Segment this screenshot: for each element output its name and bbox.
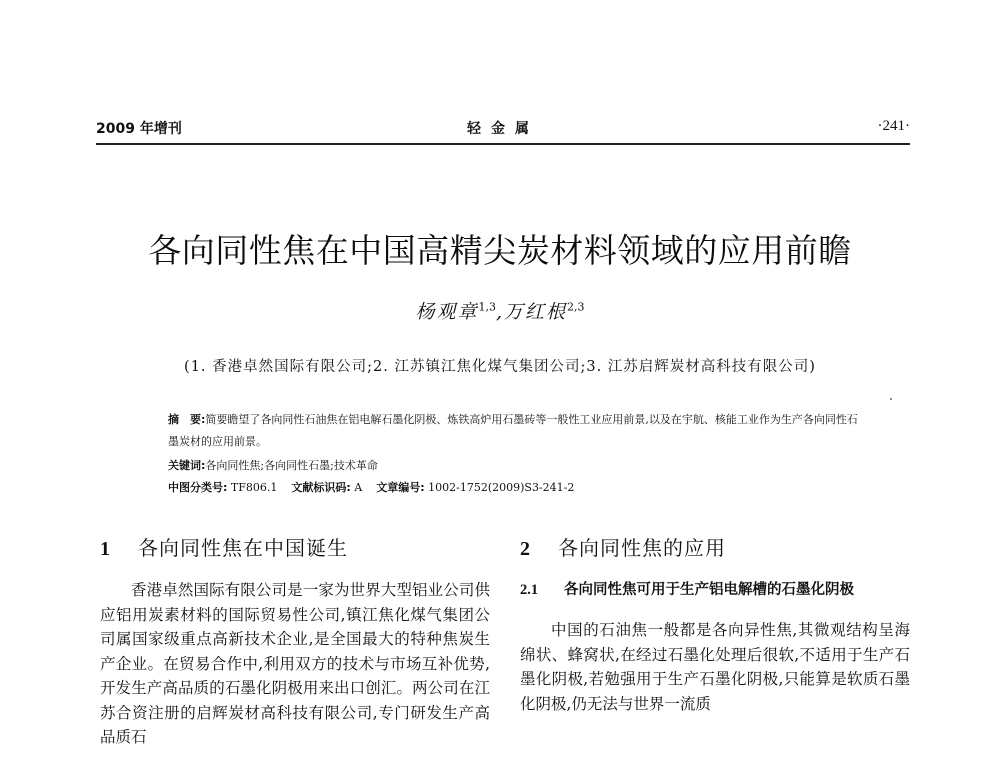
author-affil-ref: 2,3 [567, 300, 585, 314]
keywords-label: 关键词: [168, 459, 206, 472]
clc-label: 中图分类号: [168, 481, 228, 494]
article-no-value: 1002-1752(2009)S3-241-2 [428, 481, 575, 494]
journal-name: 轻金属 [467, 121, 539, 137]
body-paragraph: 中国的石油焦一般都是各向异性焦,其微观结构呈海绵状、蜂窝状,在经过石墨化处理后很软,不适用于生产石墨化阴极,若勉强用于生产石墨化阴极,只能算是软质石墨化阴极,仍无法与世界一流质 [520, 621, 910, 713]
affiliations: (1. 香港卓然国际有限公司;2. 江苏镇江焦化煤气集团公司;3. 江苏启辉炭材高科技有限公司) [184, 359, 816, 375]
page-number: ·241· [877, 118, 910, 134]
section-title: 各向同性焦在中国诞生 [138, 536, 348, 560]
abstract-label: 摘 要: [168, 413, 206, 426]
keywords-text: 各向同性焦;各向同性石墨;技术革命 [205, 459, 378, 472]
left-column [100, 532, 490, 750]
body-paragraph: 香港卓然国际有限公司是一家为世界大型铝业公司供应铝用炭素材料的国际贸易性公司,镇江焦化煤气集团公司属国家级重点高新技术企业,是全国最大的特种焦炭生产企业。在贸易合作中,利用双方的技术与市场互补优势,开发生产高品质的石墨化阴极用来出口创汇。两公司在江苏合资注册的启辉炭材高科技有限公司,专门研发生产高品质石 [100, 581, 490, 746]
section-heading [100, 532, 490, 564]
clc-value: TF806.1 [230, 481, 278, 494]
author-affil-ref: 1,3 [478, 300, 496, 314]
doc-code-value: A [354, 481, 363, 494]
subsection-number: 2.1 [520, 582, 539, 598]
author-list [0, 297, 1000, 324]
journal-issue: 2009 年增刊 [96, 121, 182, 137]
section-number: 1 [100, 538, 111, 560]
section-number: 2 [520, 538, 531, 560]
author-name: 杨观章 [415, 301, 479, 323]
abstract-text: 简要瞻望了各向同性石油焦在铝电解石墨化阴极、炼铁高炉用石墨砖等一般性工业应用前景,以及在宇航、核能工业作为生产各向同性石墨炭材的应用前景。 [168, 413, 858, 448]
classification-line [168, 477, 858, 499]
author-separator: , [495, 301, 505, 323]
keywords [168, 455, 858, 477]
section-title: 各向同性焦的应用 [558, 536, 726, 560]
header-rule [96, 143, 910, 145]
doc-code-label: 文献标识码: [291, 481, 351, 494]
scan-speck [890, 398, 892, 400]
abstract [168, 409, 858, 453]
right-column [520, 532, 910, 716]
section-heading [520, 532, 910, 564]
subsection-heading [520, 578, 910, 602]
author-name: 万红根 [504, 301, 568, 323]
article-no-label: 文章编号: [376, 481, 425, 494]
subsection-title: 各向同性焦可用于生产铝电解槽的石墨化阴极 [564, 582, 854, 598]
running-header [96, 118, 910, 138]
paper-title: 各向同性焦在中国高精尖炭材料领域的应用前瞻 [148, 231, 852, 270]
